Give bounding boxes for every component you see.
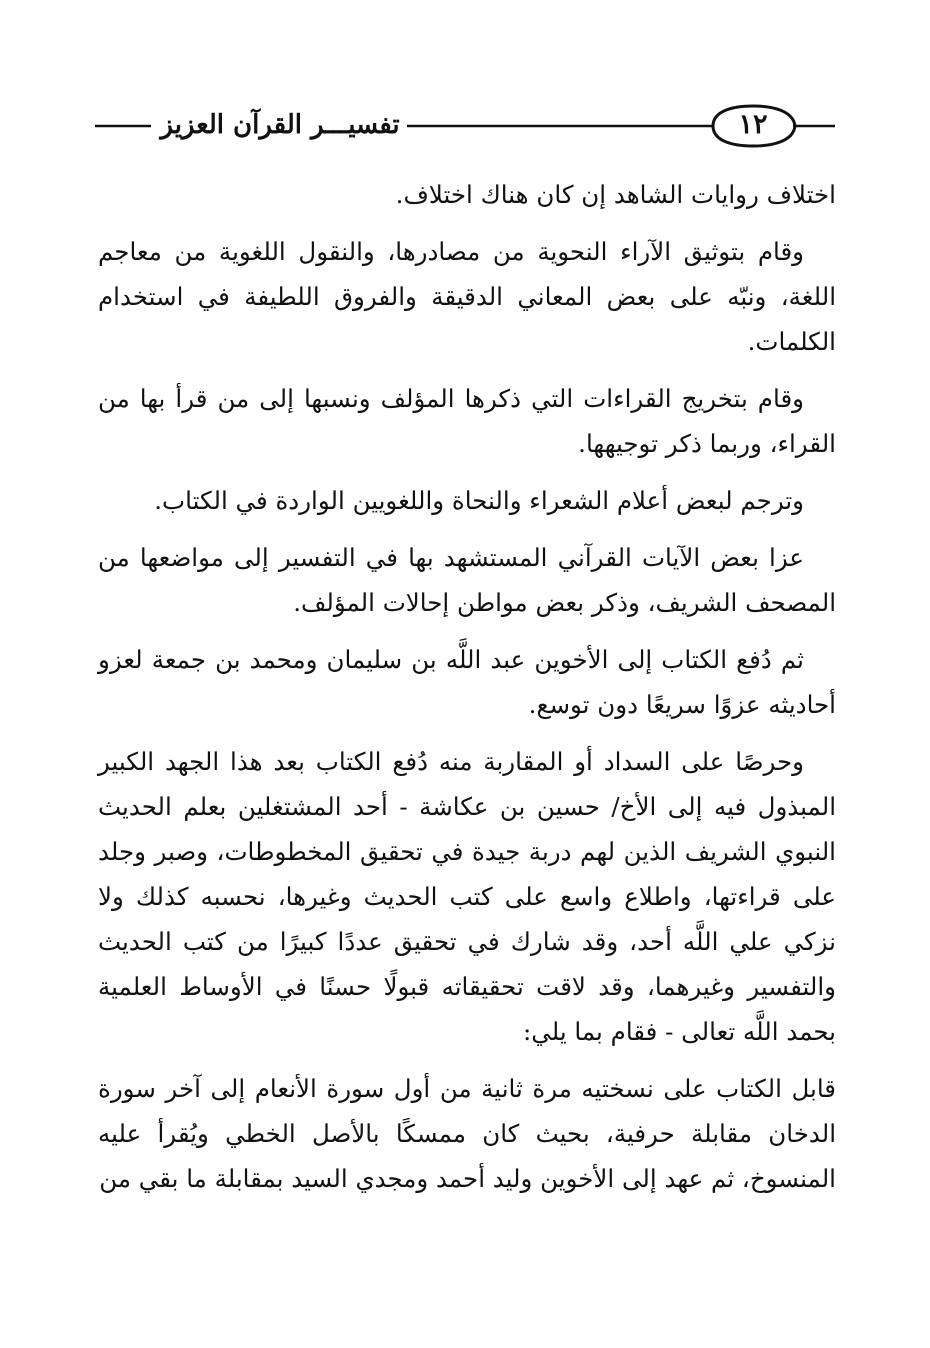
paragraph: قابل الكتاب على نسختيه مرة ثانية من أول سورة الأنعام إلى آخر سورة الدخان مقابلة حرفية، بحيث كان ممسكًا بالأصل الخطي ويُقرأ عليه المنسوخ، ثم عهد إلى الأخوين وليد أحمد ومجدي السيد بمقابلة ما بقي من <box>98 1074 836 1193</box>
running-title: تفسيـــر القرآن العزيز <box>155 105 405 145</box>
page-number: ١٢ <box>738 109 768 140</box>
page-header <box>95 100 835 150</box>
paragraph: عزا بعض الآيات القرآني المستشهد بها في التفسير إلى مواضعها من المصحف الشريف، وذكر بعض مواطن إحالات المؤلف. <box>98 543 836 617</box>
paragraph: وترجم لبعض أعلام الشعراء والنحاة واللغويين الواردة في الكتاب. <box>154 486 804 515</box>
paragraph: وقام بتخريج القراءات التي ذكرها المؤلف ونسبها إلى من قرأ بها من القراء، وربما ذكر توجيهها. <box>98 384 836 458</box>
paragraph: ثم دُفع الكتاب إلى الأخوين عبد اللَّه بن سليمان ومحمد بن جمعة لعزو أحاديثه عزوًا سريعًا دون توسع. <box>98 645 836 719</box>
body-text <box>98 172 836 1213</box>
paragraph: وقام بتوثيق الآراء النحوية من مصادرها، والنقول اللغوية من معاجم اللغة، ونبّه على بعض المعاني الدقيقة والفروق اللطيفة في استخدام الكلمات. <box>98 237 836 356</box>
paragraph: وحرصًا على السداد أو المقاربة منه دُفع الكتاب بعد هذا الجهد الكبير المبذول فيه إلى الأخ/ حسين بن عكاشة - أحد المشتغلين بعلم الحديث النبوي الشريف الذين لهم دربة جيدة في تحقيق المخطوطات، وصبر وجلد على قراءتها، واطلاع واسع على كتب الحديث وغيرها، نحسبه كذلك ولا نزكي علي اللَّه أحد، وقد شارك في تحقيق عددًا كبيرًا من كتب الحديث والتفسير وغيرهما، وقد لاقت تحقيقاته قبولًا حسنًا في الأوساط العلمية بحمد اللَّه تعالى - فقام بما يلي: <box>98 747 836 1046</box>
paragraph: اختلاف روايات الشاهد إن كان هناك اختلاف. <box>395 180 836 209</box>
